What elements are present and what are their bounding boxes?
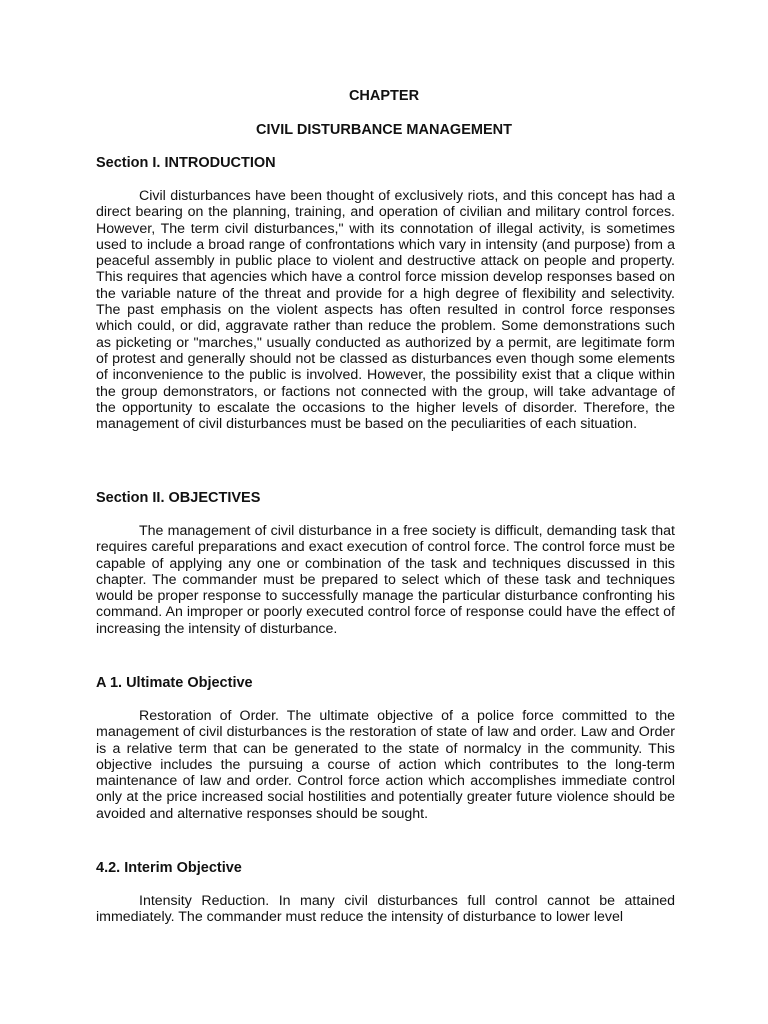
paragraph-introduction: Civil disturbances have been thought of exclusively riots, and this concept has had a direct bearing on the planning, training, and operation of civilian and military control forces. However, The term civil disturbances," with its connotation of illegal activity, is sometimes used to include a broad range of confrontations which vary in intensity (and purpose) from a peaceful assembly in public place to violent and destructive attack on people and property. This requires that agencies which have a control force mission develop responses based on the variable nature of the threat and provide for a high degree of flexibility and selectivity. The past emphasis on the violent aspects has often resulted in control force responses which could, or did, aggravate rather than reduce the problem. Some demonstrations such as picketing or "marches," usually conducted as authorized by a permit, are legitimate form of protest and generally should not be classed as disturbances even though some elements of inconvenience to the public is involved. However, the possibility exist that a clique within the group demonstrators, or factions not connected with the group, will take advantage of the opportunity to escalate the occasions to the higher levels of disorder. Therefore, the management of civil disturbances must be based on the peculiarities of each situation. — [96, 188, 675, 433]
paragraph-interim-objective: Intensity Reduction. In many civil disturbances full control cannot be attained immediately. The commander must reduce the intensity of disturbance to lower level — [96, 893, 675, 926]
subsection-heading-interim-objective: 4.2. Interim Objective — [96, 860, 242, 876]
paragraph-ultimate-objective: Restoration of Order. The ultimate objective of a police force committed to the management of civil disturbances is the restoration of state of law and order. Law and Order is a relative term that can be generated to the state of normalcy in the community. This objective includes the pursuing a course of action which contributes to the long-term maintenance of law and order. Control force action which accomplishes immediate control only at the price increased social hostilities and potentially greater future violence should be avoided and alternative responses should be sought. — [96, 708, 675, 822]
section-heading-objectives: Section II. OBJECTIVES — [96, 490, 261, 506]
section-heading-introduction: Section I. INTRODUCTION — [96, 155, 276, 171]
chapter-label: CHAPTER — [348, 88, 420, 104]
subsection-heading-ultimate-objective: A 1. Ultimate Objective — [96, 675, 253, 691]
paragraph-objectives: The management of civil disturbance in a free society is difficult, demanding task that requires careful preparations and exact execution of control force. The control force must be capable of applying any one or combination of the task and techniques discussed in this chapter. The commander must be prepared to select which of these task and techniques would be proper response to successfully manage the particular disturbance confronting his command. An improper or poorly executed control force of response could have the effect of increasing the intensity of disturbance. — [96, 523, 675, 637]
chapter-title: CIVIL DISTURBANCE MANAGEMENT — [256, 122, 512, 138]
